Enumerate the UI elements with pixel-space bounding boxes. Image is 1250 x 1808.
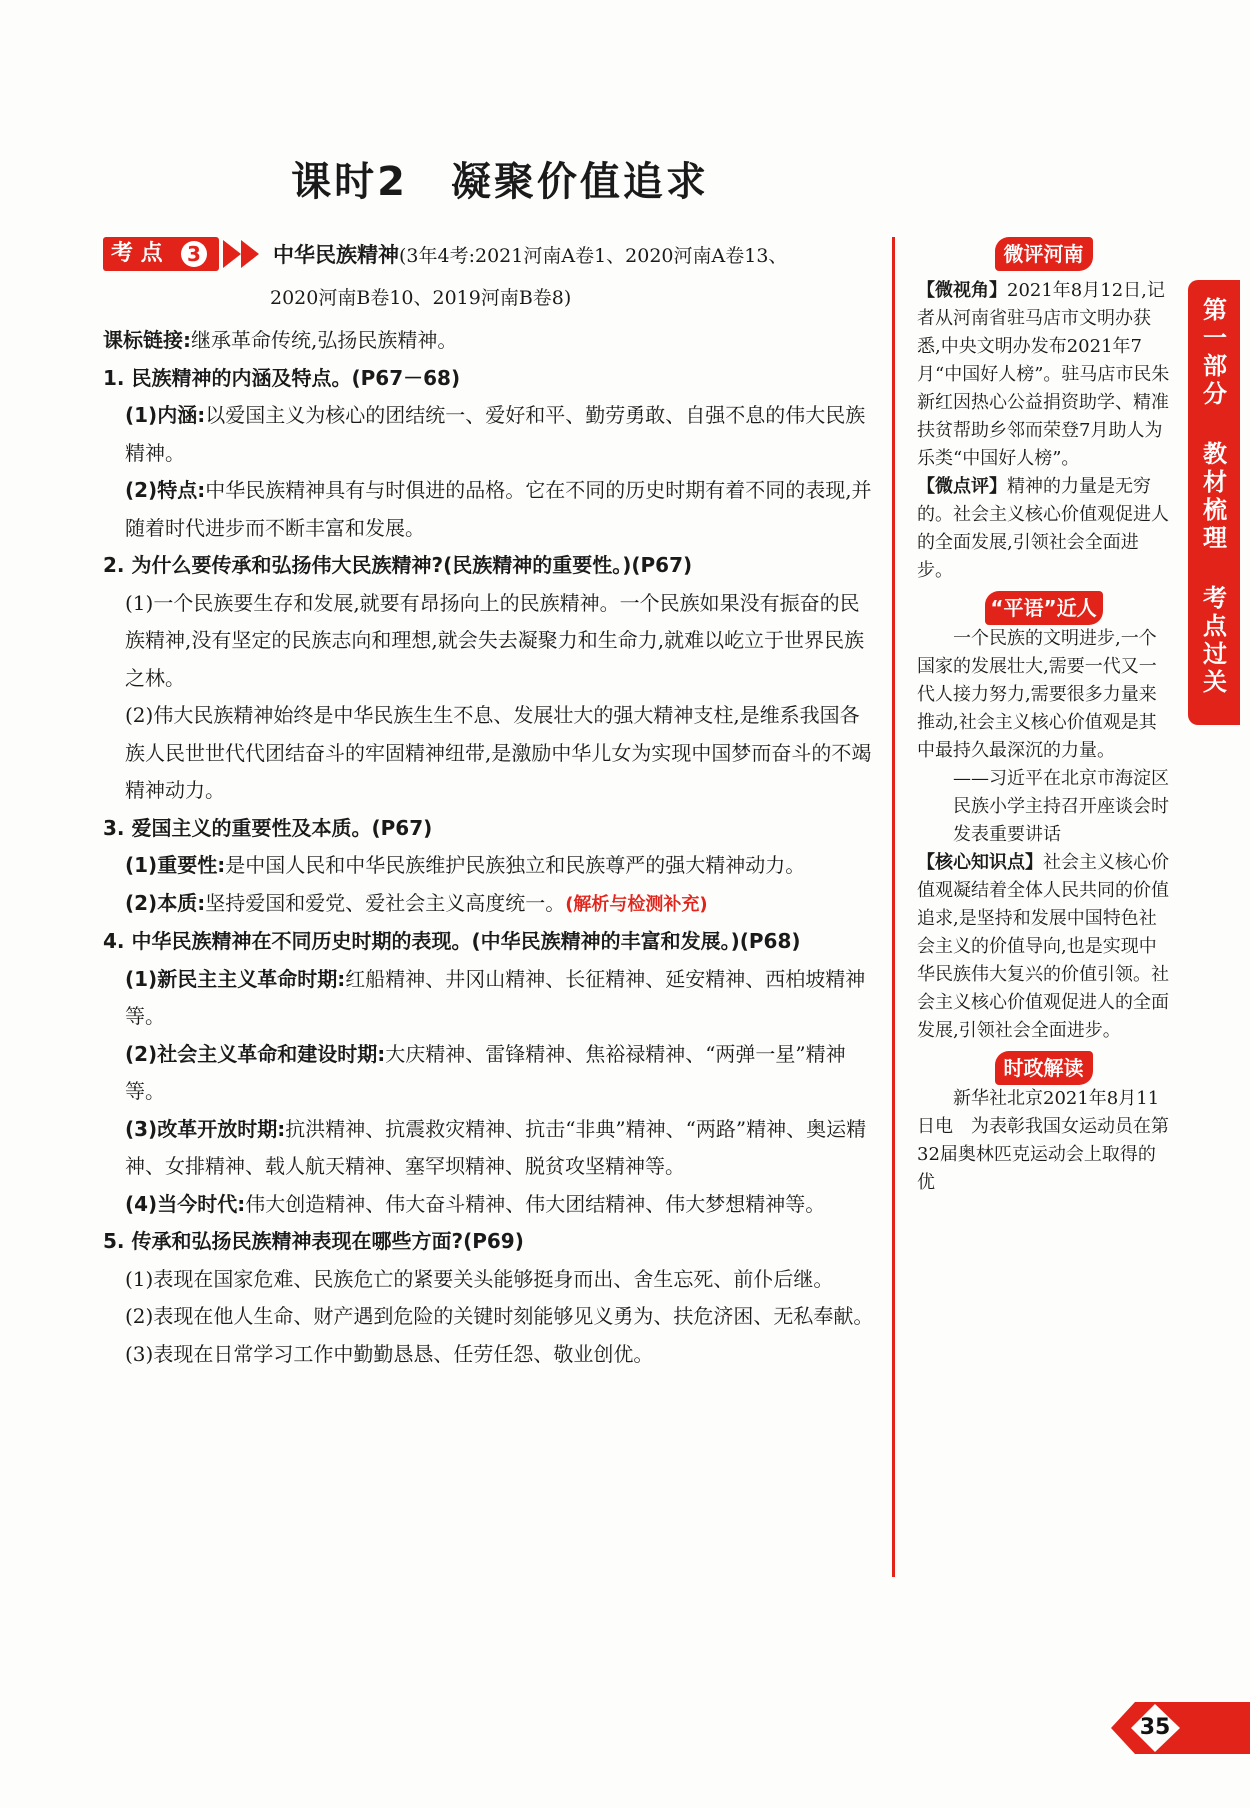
sidebar-tag-pingyu: “平语”近人 <box>985 591 1103 625</box>
weishijiao-label: 【微视角】 <box>917 280 1007 301</box>
item-label: (1)新民主主义革命时期: <box>125 966 346 991</box>
item-label: (2)特点: <box>125 478 206 502</box>
section-item <box>103 885 878 924</box>
weidianping-label: 【微点评】 <box>917 476 1007 497</box>
item-text: 是中国人民和中华民族维护民族独立和民族尊严的强大精神动力。 <box>225 853 806 877</box>
double-arrow-icon <box>223 240 263 268</box>
item-label: (4)当今时代: <box>125 1191 246 1216</box>
item-text: 坚持爱国和爱党、爱社会主义高度统一。 <box>205 890 566 915</box>
kaodian-source-2: 2020河南B卷10、2019河南B卷8) <box>270 287 572 309</box>
kaodian-number: 3 <box>181 241 207 267</box>
quote-text: 一个民族的文明进步,一个国家的发展壮大,需要一代又一代人接力努力,需要很多力量来推动,社会主义核心价值观是其中最持久最深沉的力量。 <box>917 628 1157 761</box>
tab-part1: 第一部分 <box>1203 296 1227 408</box>
page-title: 课时2 凝聚价值追求 <box>291 159 709 205</box>
sidebar-tag-shizheng: 时政解读 <box>995 1051 1093 1085</box>
section-item <box>103 847 878 885</box>
page-number-badge <box>1105 1698 1250 1768</box>
item-label: (2)社会主义革命和建设时期: <box>125 1041 386 1066</box>
column-divider <box>892 237 895 1577</box>
weishijiao-text: 2021年8月12日,记者从河南省驻马店市文明办获悉,中央文明办发布2021年7月“中国好人榜”。驻马店市民朱新红因热心公益捐资助学、精准扶贫帮助乡邻而荣登7月助人为乐类“中国好人榜”。 <box>917 280 1170 469</box>
kaodian-badge-label: 考 点 <box>111 241 163 266</box>
section-item <box>103 397 878 472</box>
item-text: 以爱国主义为核心的团结统一、爱好和平、勤劳勇敢、自强不息的伟大民族精神。 <box>125 403 866 465</box>
weidianping-text: 精神的力量是无穷的。社会主义核心价值观促进人的全面发展,引领社会全面进步。 <box>917 476 1169 581</box>
item-label: (1)内涵: <box>125 403 206 427</box>
page-number: 35 <box>1139 1715 1171 1740</box>
section-heading: 5. 传承和弘扬民族精神表现在哪些方面?(P69) <box>103 1229 524 1253</box>
section-item <box>103 472 878 547</box>
item-text: (3)表现在日常学习工作中勤勤恳恳、任劳任怨、敬业创优。 <box>125 1341 654 1366</box>
kaodian-title: 中华民族精神 <box>273 243 399 267</box>
section-item <box>103 1186 878 1224</box>
item-text: (2)伟大民族精神始终是中华民族生生不息、发展壮大的强大精神支柱,是维系我国各族人民世世代代团结奋斗的牢固精神纽带,是激励中华儿女为实现中国梦而奋斗的不竭精神动力。 <box>125 703 872 802</box>
section-item <box>103 1261 878 1299</box>
tab-part2: 教材梳理 <box>1203 440 1227 552</box>
kaodian-badge <box>103 237 219 271</box>
section-item <box>103 1111 878 1186</box>
section-item <box>103 1036 878 1111</box>
section-heading: 1. 民族精神的内涵及特点。(P67－68) <box>103 365 461 390</box>
section-tab <box>1188 280 1240 725</box>
kaodian-source-1: (3年4考:2021河南A卷1、2020河南A卷13、 <box>399 245 788 267</box>
section-list <box>103 360 878 1374</box>
hexin-text: 社会主义核心价值观凝结着全体人民共同的价值追求,是坚持和发展中国特色社会主义的价值导向,也是实现中华民族伟大复兴的价值引领。社会主义核心价值观促进人的全面发展,引领社会全面进步。 <box>917 852 1169 1041</box>
item-text: 大庆精神、雷锋精神、焦裕禄精神、“两弹一星”精神等。 <box>125 1041 846 1103</box>
section-item <box>103 1336 878 1374</box>
hexin-label: 【核心知识点】 <box>917 852 1043 873</box>
shizheng-text: 新华社北京2021年8月11日电 为表彰我国女运动员在第32届奥林匹克运动会上取得的优 <box>917 1088 1169 1193</box>
item-label: (2)本质: <box>125 890 206 915</box>
kaodian-title-line <box>273 239 893 272</box>
section-heading: 4. 中华民族精神在不同历史时期的表现。(中华民族精神的丰富和发展。)(P68) <box>103 929 801 953</box>
kebiao-label: 课标链接: <box>103 328 191 352</box>
item-text: (1)表现在国家危难、民族危亡的紧要关头能够挺身而出、舍生忘死、前仆后继。 <box>125 1266 834 1291</box>
sidebar <box>917 237 1170 1197</box>
item-text: (2)表现在他人生命、财产遇到危险的关键时刻能够见义勇为、扶危济困、无私奉献。 <box>125 1304 874 1328</box>
kebiao-link <box>103 322 878 360</box>
supplement-note: (解析与检测补充) <box>565 893 708 915</box>
kebiao-text: 继承革命传统,弘扬民族精神。 <box>191 328 458 352</box>
item-text: 红船精神、井冈山精神、长征精神、延安精神、西柏坡精神等。 <box>125 966 866 1028</box>
item-text: 中华民族精神具有与时俱进的品格。它在不同的历史时期有着不同的表现,并随着时代进步而不断丰富和发展。 <box>125 478 872 540</box>
item-text: 抗洪精神、抗震救灾精神、抗击“非典”精神、“两路”精神、奥运精神、女排精神、载人航天精神、塞罕坝精神、脱贫攻坚精神等。 <box>125 1116 867 1178</box>
item-label: (3)改革开放时期: <box>125 1116 286 1141</box>
hexin-paragraph <box>917 849 1170 1045</box>
item-text: (1)一个民族要生存和发展,就要有昂扬向上的民族精神。一个民族如果没有振奋的民族精神,没有坚定的民族志向和理想,就会失去凝聚力和生命力,就难以屹立于世界民族之林。 <box>125 590 865 690</box>
section-item <box>103 585 878 698</box>
item-text: 伟大创造精神、伟大奋斗精神、伟大团结精神、伟大梦想精神等。 <box>245 1191 826 1216</box>
section-heading: 3. 爱国主义的重要性及本质。(P67) <box>103 815 433 840</box>
main-content <box>103 322 878 1373</box>
section-item <box>103 961 878 1036</box>
quote-source: ——习近平在北京市海淀区民族小学主持召开座谈会时发表重要讲话 <box>953 768 1169 845</box>
sidebar-tag-weiping: 微评河南 <box>995 237 1093 271</box>
tab-part3: 考点过关 <box>1203 584 1227 696</box>
section-heading: 2. 为什么要传承和弘扬伟大民族精神?(民族精神的重要性。)(P67) <box>103 553 693 577</box>
section-item <box>103 697 878 810</box>
weishijiao-paragraph <box>917 277 1170 473</box>
item-label: (1)重要性: <box>125 853 226 877</box>
weidianping-paragraph <box>917 473 1170 585</box>
kaodian-header <box>103 237 883 277</box>
section-item <box>103 1298 878 1336</box>
